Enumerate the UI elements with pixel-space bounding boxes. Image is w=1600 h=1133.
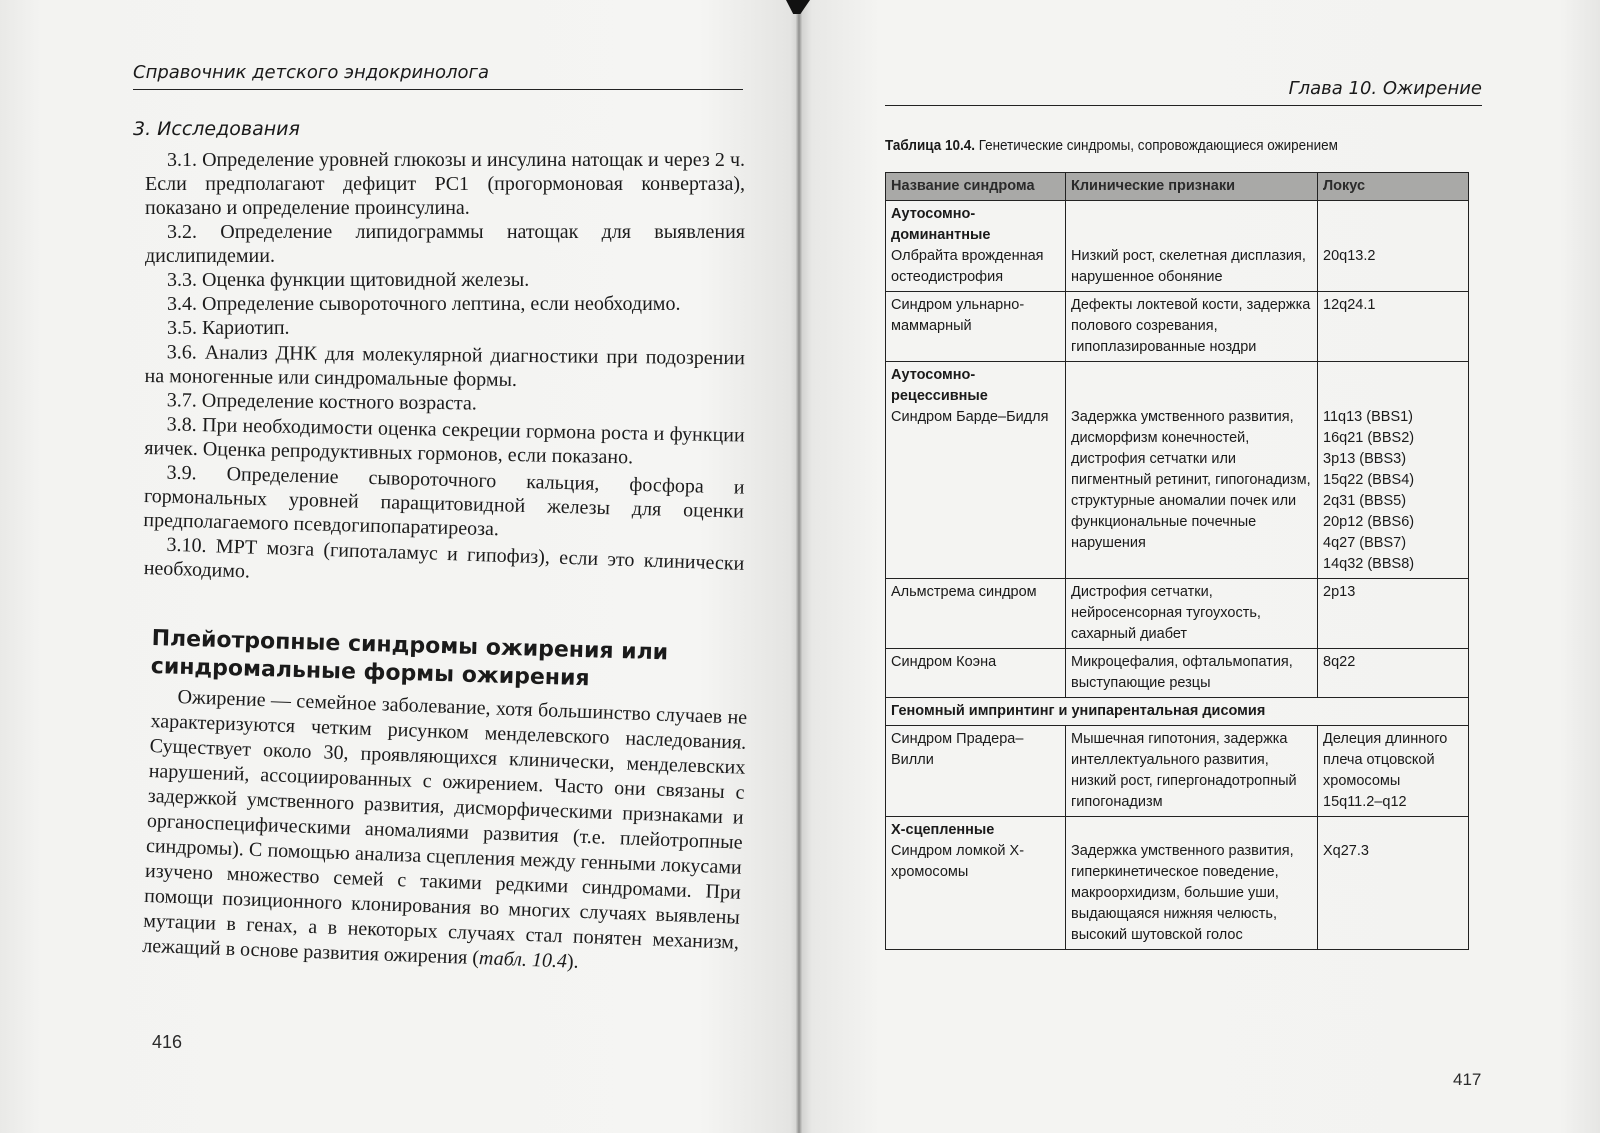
page-number-left: 416 bbox=[152, 1032, 183, 1052]
signs-cell bbox=[1066, 817, 1318, 950]
list-item: 3.2. Определение липидограммы натощак для выявления дислипидемии. bbox=[145, 221, 745, 267]
locus-item: 14q32 (BBS8) bbox=[1323, 556, 1415, 572]
table-caption-text: Генетические синдромы, сопровождающиеся ожирением bbox=[974, 138, 1338, 154]
body-paragraph bbox=[142, 684, 748, 981]
list-item: 3.8. При необходимости оценка секреции гормона роста и функции яичек. Оценка репродуктивных гормонов, если показано. bbox=[144, 413, 745, 469]
locus-cell bbox=[1318, 201, 1469, 292]
locus-item: 15q22 (BBS4) bbox=[1323, 472, 1415, 488]
locus-cell bbox=[1318, 362, 1469, 579]
locus-item: 20p12 (BBS6) bbox=[1323, 514, 1415, 530]
signs-text: Низкий рост, скелетная дисплазия, нарушенное обоняние bbox=[1071, 248, 1306, 285]
syndrome-cell bbox=[886, 201, 1066, 292]
running-head-left: Справочник детского эндокринолога bbox=[133, 62, 743, 90]
table-reference: табл. 10.4 bbox=[478, 947, 568, 973]
locus-item: 11q13 (BBS1) bbox=[1323, 409, 1414, 425]
section-label: Геномный импринтинг и унипарентальная дисомия bbox=[886, 698, 1469, 726]
signs-cell bbox=[1066, 362, 1318, 579]
signs-text: Задержка умственного развития, дисморфизм конечностей, дистрофия сетчатки или пигментный ретинит, гипогонадизм, структурные аномалии почек или функциональные почечные нарушения bbox=[1071, 409, 1311, 551]
locus-cell: 8q22 bbox=[1318, 649, 1469, 698]
genetic-syndromes-table bbox=[885, 172, 1469, 950]
list-item: 3.9. Определение сывороточного кальция, фосфора и гормональных уровней паращитовидной железы для оценки предполагаемого псевдогипопаратиреоза. bbox=[143, 461, 745, 541]
locus-item: 4q27 (BBS7) bbox=[1323, 535, 1407, 551]
table-section-row bbox=[886, 698, 1469, 726]
table-row bbox=[886, 817, 1469, 950]
table-row bbox=[886, 292, 1469, 362]
locus-item: 16q21 (BBS2) bbox=[1323, 430, 1415, 446]
group-label: X-сцепленные bbox=[891, 822, 995, 838]
subheading: Плейотропные синдромы ожирения или синдромальные формы ожирения bbox=[150, 625, 669, 692]
table-row bbox=[886, 362, 1469, 579]
group-label: Аутосомно-рецессивные bbox=[891, 367, 988, 404]
syndrome-name: Синдром Барде–Бидля bbox=[891, 409, 1049, 425]
locus-cell: Делеция длинного плеча отцовской хромосомы 15q11.2–q12 bbox=[1318, 726, 1469, 817]
syndrome-name: Олбрайта врожденная остеодистрофия bbox=[891, 248, 1044, 285]
syndrome-cell bbox=[886, 817, 1066, 950]
syndrome-cell: Синдром ульнарно-маммарный bbox=[886, 292, 1066, 362]
table-header-row bbox=[886, 173, 1469, 201]
signs-text: Задержка умственного развития, гиперкинетическое поведение, макроорхидизм, большие уши, выдающаяся нижняя челюсть, высокий шутовской голос bbox=[1071, 843, 1294, 943]
list-item: 3.5. Кариотип. bbox=[167, 317, 290, 339]
table-row bbox=[886, 649, 1469, 698]
column-header: Локус bbox=[1318, 173, 1469, 201]
signs-cell: Дистрофия сетчатки, нейросенсорная тугоухость, сахарный диабет bbox=[1066, 579, 1318, 649]
list-item: 3.6. Анализ ДНК для молекулярной диагностики при подозрении на моногенные или синдромальные формы. bbox=[144, 341, 745, 391]
column-header: Клинические признаки bbox=[1066, 173, 1318, 201]
signs-cell: Мышечная гипотония, задержка интеллектуального развития, низкий рост, гипергонадотропный гипогонадизм bbox=[1066, 726, 1318, 817]
signs-cell: Микроцефалия, офтальмопатия, выступающие резцы bbox=[1066, 649, 1318, 698]
locus-text: Xq27.3 bbox=[1323, 843, 1369, 859]
right-page bbox=[805, 0, 1600, 1133]
signs-cell: Дефекты локтевой кости, задержка полового созревания, гипоплазированные ноздри bbox=[1066, 292, 1318, 362]
paragraph-end: ). bbox=[566, 950, 579, 973]
page-number-right: 417 bbox=[1453, 1070, 1482, 1089]
table-row bbox=[886, 579, 1469, 649]
syndrome-cell: Синдром Коэна bbox=[886, 649, 1066, 698]
locus-cell: 12q24.1 bbox=[1318, 292, 1469, 362]
list-item: 3.4. Определение сывороточного лептина, если необходимо. bbox=[167, 293, 681, 315]
left-page bbox=[0, 0, 790, 1133]
syndrome-name: Синдром ломкой X-хромосомы bbox=[891, 843, 1025, 880]
group-label: Аутосомно-доминантные bbox=[891, 206, 991, 243]
table-caption bbox=[885, 138, 1443, 154]
list-item: 3.7. Определение костного возраста. bbox=[166, 389, 477, 415]
locus-text: 20q13.2 bbox=[1323, 248, 1376, 264]
table-row bbox=[886, 726, 1469, 817]
syndrome-cell bbox=[886, 362, 1066, 579]
section-heading: 3. Исследования bbox=[133, 118, 300, 140]
locus-cell bbox=[1318, 817, 1469, 950]
table-row bbox=[886, 201, 1469, 292]
signs-cell bbox=[1066, 201, 1318, 292]
book-gutter bbox=[796, 0, 802, 1133]
locus-item: 2q31 (BBS5) bbox=[1323, 493, 1407, 509]
locus-item: 3p13 (BBS3) bbox=[1323, 451, 1407, 467]
table-caption-label: Таблица 10.4. bbox=[885, 138, 975, 154]
running-head-right: Глава 10. Ожирение bbox=[885, 78, 1482, 106]
locus-cell: 2p13 bbox=[1318, 579, 1469, 649]
paragraph-text: Ожирение — семейное заболевание, хотя большинство случаев не характеризуются четким рисунком менделевского наследования. Существует около 30, проявляющихся клинически, менделевских нарушений, ассоциированных с ожирением. Часто они связаны с задержкой умственного развития, дисморфическими признаками и органоспецифическими аномалиями развития (т.е. плейотропные синдромы). С помощью анализа сцепления между генными локусами изучено множество семей с такими редкими синдромами. При помощи позиционного клонирования во многих случаях выявлены мутации в генах, а в некоторых случаях стал понятен механизм, лежащий в основе развития ожирения ( bbox=[141, 685, 748, 970]
syndrome-cell: Синдром Прадера–Вилли bbox=[886, 726, 1066, 817]
column-header: Название синдрома bbox=[886, 173, 1066, 201]
list-item: 3.1. Определение уровней глюкозы и инсулина натощак и через 2 ч. Если предполагают дефицит PC1 (прогормоновая конвертаза), показано и определение проинсулина. bbox=[145, 149, 745, 219]
syndrome-cell: Альмстрема синдром bbox=[886, 579, 1066, 649]
list-item: 3.3. Оценка функции щитовидной железы. bbox=[167, 269, 530, 291]
investigations-list bbox=[143, 148, 745, 583]
list-item: 3.10. МРТ мозга (гипоталамус и гипофиз), если это клинически необходимо. bbox=[143, 533, 745, 583]
